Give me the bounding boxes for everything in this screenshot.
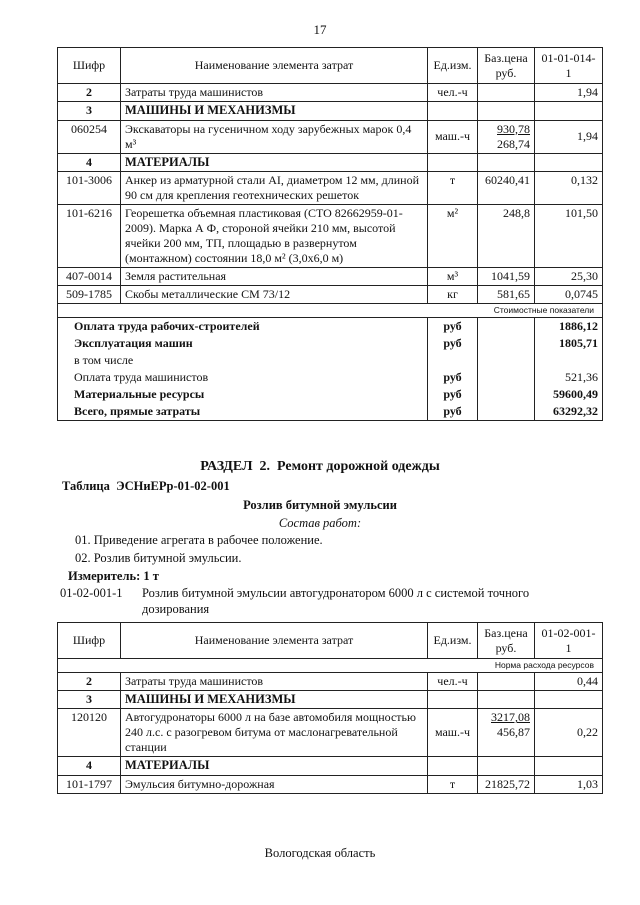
work-title: Состав работ: — [278, 516, 362, 530]
resource-note: Норма расхода ресурсов — [58, 659, 603, 673]
resource-price — [478, 153, 535, 172]
resource-table-2 — [57, 622, 603, 794]
total-label: Эксплуатация машин — [58, 335, 428, 352]
resource-unit: м³ — [428, 268, 478, 286]
resource-quantity: 101,50 — [535, 205, 603, 268]
resource-code: 2 — [58, 84, 121, 102]
resource-name: Земля растительная — [121, 268, 428, 286]
table-header-row — [58, 623, 603, 659]
header-name: Наименование элемента затрат — [121, 48, 428, 84]
resource-row — [58, 268, 603, 286]
resource-unit — [428, 102, 478, 121]
work-item: 02. Розлив битумной эмульсии. — [75, 551, 242, 565]
resource-price — [478, 757, 535, 776]
cost-note-row — [58, 304, 603, 318]
resource-row — [58, 672, 603, 690]
resource-code: 2 — [58, 672, 121, 690]
resource-code: 060254 — [58, 120, 121, 153]
footer-region: Вологодская область — [264, 846, 376, 860]
resource-unit — [428, 757, 478, 776]
resource-quantity: 0,22 — [535, 709, 603, 757]
resource-code: 509-1785 — [58, 286, 121, 304]
total-unit: руб — [428, 369, 478, 386]
resource-unit — [428, 153, 478, 172]
resource-code: 4 — [58, 153, 121, 172]
resource-unit — [428, 690, 478, 709]
resource-price — [478, 102, 535, 121]
resource-unit: чел.-ч — [428, 672, 478, 690]
total-value: 59600,49 — [535, 386, 603, 403]
resource-unit: маш.-ч — [428, 709, 478, 757]
price-value: 930,78 — [497, 121, 530, 136]
resource-price: 1041,59 — [478, 268, 535, 286]
total-unit: руб — [428, 403, 478, 421]
resource-unit: т — [428, 775, 478, 793]
category-row — [58, 102, 603, 121]
section-title: РАЗДЕЛ 2. Ремонт дорожной одежды — [200, 459, 440, 474]
total-value: 1886,12 — [535, 317, 603, 335]
price-value-secondary: 268,74 — [497, 136, 530, 151]
total-unit: руб — [428, 317, 478, 335]
total-price — [478, 352, 535, 369]
resource-name: Затраты труда машинистов — [121, 672, 428, 690]
total-label: Оплата труда рабочих-строителей — [58, 317, 428, 335]
resource-price — [478, 690, 535, 709]
total-unit — [428, 352, 478, 369]
table-header-row — [58, 48, 603, 84]
resource-name: Затраты труда машинистов — [121, 84, 428, 102]
header-code: Шифр — [58, 48, 121, 84]
norm-code: 01-02-001-1 — [60, 586, 123, 600]
total-label: Всего, прямые затраты — [58, 403, 428, 421]
resource-row — [58, 120, 603, 153]
norm-description: Розлив битумной эмульсии автогудронатором 6000 л с системой точного дозирования — [142, 586, 530, 616]
total-label: в том числе — [58, 352, 428, 369]
resource-name: Эмульсия битумно-дорожная — [121, 775, 428, 793]
total-row — [58, 335, 603, 352]
resource-name: Экскаваторы на гусеничном ходу зарубежных марок 0,4 м³ — [121, 120, 428, 153]
page-number: 17 — [313, 22, 327, 37]
resource-price: 581,65 — [478, 286, 535, 304]
total-row — [58, 386, 603, 403]
resource-row — [58, 286, 603, 304]
resource-name: Георешетка объемная пластиковая (СТО 82662959-01-2009). Марка А Ф, стороной ячейки 210 мм, высотой ячейки 200 мм, ТП, площадью в развернутом (монтажном) состоянии 18,0 м² (3,0х6,0 м) — [121, 205, 428, 268]
cost-note: Стоимостные показатели — [58, 304, 603, 318]
resource-quantity: 0,0745 — [535, 286, 603, 304]
resource-quantity — [535, 102, 603, 121]
total-value: 63292,32 — [535, 403, 603, 421]
resource-note-row — [58, 659, 603, 673]
resource-row — [58, 709, 603, 757]
resource-price: 60240,41 — [478, 172, 535, 205]
category-name: МАТЕРИАЛЫ — [121, 757, 428, 776]
resource-code: 3 — [58, 102, 121, 121]
resource-quantity: 1,94 — [535, 120, 603, 153]
resource-quantity: 1,03 — [535, 775, 603, 793]
resource-quantity — [535, 690, 603, 709]
header-price: Баз.цена руб. — [478, 48, 535, 84]
total-price — [478, 335, 535, 352]
resource-unit: маш.-ч — [428, 120, 478, 153]
category-name: МАШИНЫ И МЕХАНИЗМЫ — [121, 690, 428, 709]
resource-quantity: 0,44 — [535, 672, 603, 690]
total-unit: руб — [428, 386, 478, 403]
resource-quantity — [535, 757, 603, 776]
total-price — [478, 369, 535, 386]
resource-price: 21825,72 — [478, 775, 535, 793]
category-name: МАТЕРИАЛЫ — [121, 153, 428, 172]
price-value: 3217,08 — [491, 710, 530, 725]
resource-price — [478, 84, 535, 102]
category-row — [58, 690, 603, 709]
header-unit: Ед.изм. — [428, 48, 478, 84]
resource-price: 248,8 — [478, 205, 535, 268]
total-value — [535, 352, 603, 369]
total-row — [58, 403, 603, 421]
resource-code: 4 — [58, 757, 121, 776]
header-code: Шифр — [58, 623, 121, 659]
resource-price — [478, 672, 535, 690]
resource-code: 3 — [58, 690, 121, 709]
table-name: Розлив битумной эмульсии — [243, 498, 397, 512]
table-id: Таблица ЭСНиЕРр-01-02-001 — [62, 479, 230, 493]
resource-code: 101-6216 — [58, 205, 121, 268]
resource-unit: м² — [428, 205, 478, 268]
total-label: Оплата труда машинистов — [58, 369, 428, 386]
resource-name: Скобы металлические СМ 73/12 — [121, 286, 428, 304]
resource-quantity — [535, 153, 603, 172]
total-price — [478, 386, 535, 403]
resource-code: 101-3006 — [58, 172, 121, 205]
resource-name: Анкер из арматурной стали АI, диаметром 12 мм, длиной 90 см для крепления геотехнических решеток — [121, 172, 428, 205]
resource-price — [478, 709, 535, 757]
resource-code: 101-1797 — [58, 775, 121, 793]
category-row — [58, 153, 603, 172]
category-row — [58, 757, 603, 776]
total-unit: руб — [428, 335, 478, 352]
total-value: 1805,71 — [535, 335, 603, 352]
header-norm: 01-02-001-1 — [535, 623, 603, 659]
total-row — [58, 369, 603, 386]
resource-unit: т — [428, 172, 478, 205]
resource-price — [478, 120, 535, 153]
resource-quantity: 0,132 — [535, 172, 603, 205]
header-name: Наименование элемента затрат — [121, 623, 428, 659]
resource-row — [58, 84, 603, 102]
resource-quantity: 1,94 — [535, 84, 603, 102]
header-unit: Ед.изм. — [428, 623, 478, 659]
total-price — [478, 403, 535, 421]
price-value-secondary: 456,87 — [497, 725, 530, 740]
header-norm: 01-01-014-1 — [535, 48, 603, 84]
total-row — [58, 317, 603, 335]
resource-code: 407-0014 — [58, 268, 121, 286]
resource-row — [58, 775, 603, 793]
work-item: 01. Приведение агрегата в рабочее положение. — [75, 533, 323, 547]
total-value: 521,36 — [535, 369, 603, 386]
resource-name: Автогудронаторы 6000 л на базе автомобиля мощностью 240 л.с. с разогревом битума от маслонагревательной станции — [121, 709, 428, 757]
resource-unit: кг — [428, 286, 478, 304]
resource-row — [58, 205, 603, 268]
total-price — [478, 317, 535, 335]
total-row — [58, 352, 603, 369]
total-label: Материальные ресурсы — [58, 386, 428, 403]
resource-row — [58, 172, 603, 205]
resource-unit: чел.-ч — [428, 84, 478, 102]
header-price: Баз.цена руб. — [478, 623, 535, 659]
resource-code: 120120 — [58, 709, 121, 757]
category-name: МАШИНЫ И МЕХАНИЗМЫ — [121, 102, 428, 121]
measure: Измеритель: 1 т — [68, 569, 159, 583]
resource-table-1 — [57, 47, 603, 421]
resource-quantity: 25,30 — [535, 268, 603, 286]
